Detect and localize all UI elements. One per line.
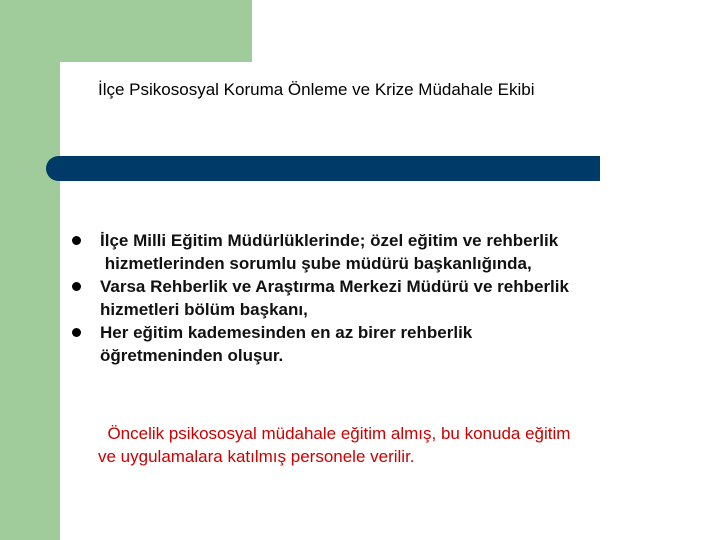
bullet-text-line: hizmetlerinden sorumlu şube müdürü başkanlığında, [100,254,532,273]
bullet-item [72,275,692,321]
bullet-text-line: Her eğitim kademesinden en az birer rehberlik [100,323,473,342]
bullet-dot-icon [72,328,81,337]
green-top-band [0,0,252,62]
bullet-text-line: İlçe Milli Eğitim Müdürlüklerinde; özel eğitim ve rehberlik [100,231,559,250]
bullet-dot-icon [72,236,81,245]
bullet-text-line: öğretmeninden oluşur. [100,346,284,365]
bullet-text-line: Varsa Rehberlik ve Araştırma Merkezi Müdürü ve rehberlik [100,277,569,296]
priority-note [98,422,678,468]
bullet-text-line: hizmetleri bölüm başkanı, [100,300,308,319]
bullet-dot-icon [72,282,81,291]
slide-title: İlçe Psikososyal Koruma Önleme ve Krize Müdahale Ekibi [98,80,535,99]
green-side-band [0,0,60,540]
bullet-item [72,229,692,275]
bullet-item [72,321,692,367]
title-divider-bar [46,156,600,181]
bullet-list [72,229,692,367]
note-line: ve uygulamalara katılmış personele verilir. [98,447,415,466]
note-line: Öncelik psikososyal müdahale eğitim almış, bu konuda eğitim [98,424,571,443]
